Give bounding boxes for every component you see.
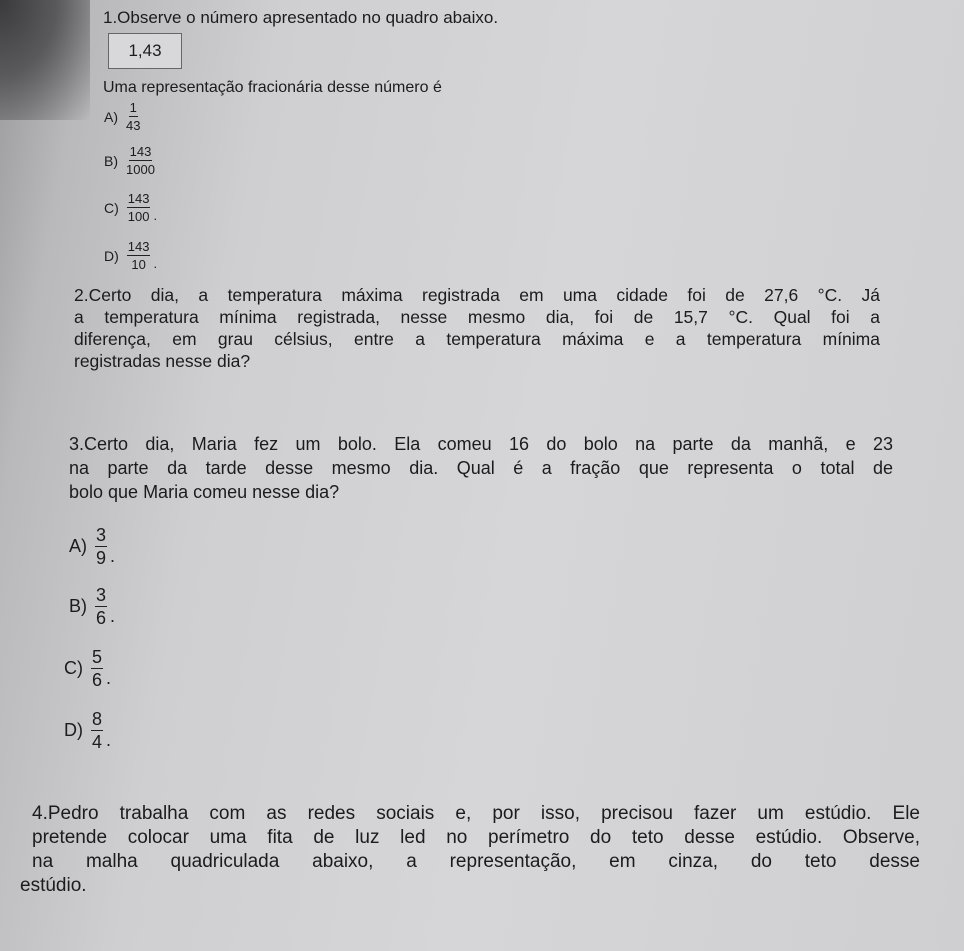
period: .	[110, 546, 116, 566]
q3-line: bolo que Maria comeu nesse dia?	[69, 482, 340, 502]
option-letter: D)	[104, 247, 119, 264]
period: .	[153, 208, 158, 223]
option-letter: A)	[104, 108, 118, 125]
fraction-denominator: 10	[131, 257, 146, 272]
fraction-denominator: 9	[96, 548, 107, 568]
q2-line: registradas nesse dia?	[74, 351, 251, 371]
fraction-numerator: 143	[127, 191, 150, 206]
q4-line: estúdio.	[20, 875, 87, 896]
q1-subtitle: Uma representação fracionária desse número é	[103, 79, 442, 96]
option-letter: C)	[104, 199, 119, 216]
fraction-numerator: 8	[92, 709, 103, 729]
fraction-denominator: 6	[96, 608, 107, 628]
period: .	[106, 730, 112, 750]
q3-line: na parte da tarde desse mesmo dia. Qual é a fração que representa o total de	[69, 458, 893, 478]
q4-statement	[20, 802, 920, 898]
fraction-denominator: 43	[126, 118, 141, 133]
fraction-denominator: 6	[92, 670, 103, 690]
q3-option-b[interactable]	[69, 586, 115, 627]
fraction-numerator: 3	[96, 525, 107, 545]
q1-option-c[interactable]	[104, 192, 157, 223]
q1-option-d[interactable]	[104, 240, 157, 271]
page-corner-shadow	[0, 0, 90, 120]
period: .	[110, 606, 116, 626]
q2-line: 2.Certo dia, a temperatura máxima registrada em uma cidade foi de 27,6 °C. Já	[74, 285, 880, 305]
q4-line: 4.Pedro trabalha com as redes sociais e, por isso, precisou fazer um estúdio. Ele	[32, 803, 920, 824]
fraction-numerator: 3	[96, 585, 107, 605]
option-letter: D)	[64, 720, 83, 740]
q2-line: diferença, em grau célsius, entre a temperatura máxima e a temperatura mínima	[74, 329, 880, 349]
q4-line: na malha quadriculada abaixo, a representação, em cinza, do teto desse	[32, 851, 920, 872]
fraction-numerator: 143	[127, 239, 150, 254]
option-letter: A)	[69, 536, 87, 556]
option-letter: B)	[104, 152, 118, 169]
q3-option-d[interactable]	[64, 710, 111, 751]
q3-option-c[interactable]	[64, 648, 111, 689]
q3-line: 3.Certo dia, Maria fez um bolo. Ela comeu 16 do bolo na parte da manhã, e 23	[69, 434, 893, 454]
q1-option-b[interactable]	[104, 145, 155, 176]
q1-option-a[interactable]	[104, 101, 140, 132]
fraction-denominator: 1000	[126, 162, 155, 177]
fraction-numerator: 5	[92, 647, 103, 667]
q1-number-box: 1,43	[108, 33, 182, 69]
fraction-numerator: 143	[129, 144, 152, 159]
fraction-denominator: 4	[92, 732, 103, 752]
option-letter: B)	[69, 596, 87, 616]
q3-statement	[69, 432, 893, 504]
period: .	[106, 668, 112, 688]
q4-line: pretende colocar uma fita de luz led no perímetro do teto desse estúdio. Observe,	[32, 827, 920, 848]
fraction-numerator: 1	[129, 100, 137, 115]
option-letter: C)	[64, 658, 83, 678]
fraction-denominator: 100	[127, 209, 150, 224]
q2-line: a temperatura mínima registrada, nesse mesmo dia, foi de 15,7 °C. Qual foi a	[74, 307, 880, 327]
period: .	[153, 256, 158, 271]
q2-statement	[74, 284, 880, 372]
q1-title: 1.Observe o número apresentado no quadro abaixo.	[103, 8, 499, 27]
q3-option-a[interactable]	[69, 526, 115, 567]
